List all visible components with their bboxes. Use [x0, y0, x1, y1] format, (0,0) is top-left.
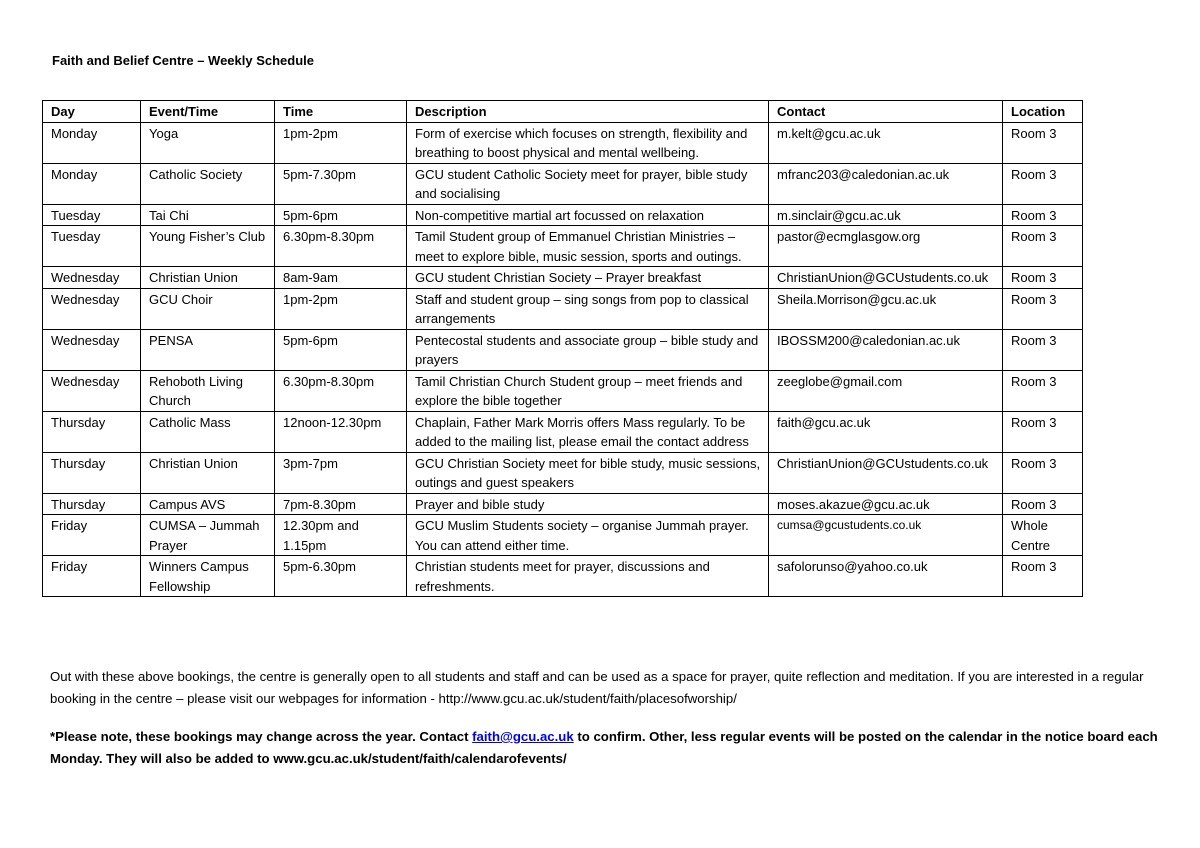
- table-row: [43, 515, 1083, 556]
- header-contact: Contact: [769, 101, 1003, 123]
- cell-time: 5pm-6.30pm: [275, 556, 407, 597]
- cell-contact: pastor@ecmglasgow.org: [769, 226, 1003, 267]
- table-row: [43, 288, 1083, 329]
- cell-time: 1pm-2pm: [275, 288, 407, 329]
- cell-time: 6.30pm-8.30pm: [275, 370, 407, 411]
- cell-event: Yoga: [141, 122, 275, 163]
- table-row: [43, 122, 1083, 163]
- info-paragraph: Out with these above bookings, the centre is generally open to all students and staff and can be used as a space for prayer, quite reflection and meditation. If you are interested in a regular booking in the centre – please visit our webpages for information - http://www.gcu.ac.uk/student/faith/placesofworship/: [50, 669, 1144, 706]
- cell-day: Wednesday: [43, 370, 141, 411]
- table-row: [43, 370, 1083, 411]
- cell-time: 7pm-8.30pm: [275, 493, 407, 515]
- cell-contact: m.kelt@gcu.ac.uk: [769, 122, 1003, 163]
- cell-description: Tamil Student group of Emmanuel Christian Ministries – meet to explore bible, music session, sports and outings.: [407, 226, 769, 267]
- cell-event: Christian Union: [141, 452, 275, 493]
- cell-location: Room 3: [1003, 267, 1083, 289]
- header-time: Time: [275, 101, 407, 123]
- cell-contact: moses.akazue@gcu.ac.uk: [769, 493, 1003, 515]
- note-text-after: to confirm. Other, less regular events will be posted on the calendar in the notice board each Monday. They will also be added to www.gcu.ac.uk/student/faith/calendarofevents/: [50, 729, 1158, 766]
- cell-description: Christian students meet for prayer, discussions and refreshments.: [407, 556, 769, 597]
- cell-day: Wednesday: [43, 329, 141, 370]
- table-row: [43, 267, 1083, 289]
- cell-time: 5pm-6pm: [275, 329, 407, 370]
- cell-contact: faith@gcu.ac.uk: [769, 411, 1003, 452]
- cell-description: Staff and student group – sing songs from pop to classical arrangements: [407, 288, 769, 329]
- table-row: [43, 556, 1083, 597]
- note-text-before: *Please note, these bookings may change across the year. Contact: [50, 729, 473, 744]
- cell-day: Thursday: [43, 411, 141, 452]
- faith-email-link[interactable]: faith@gcu.ac.uk: [472, 729, 574, 744]
- cell-event: Rehoboth Living Church: [141, 370, 275, 411]
- cell-description: GCU Muslim Students society – organise Jummah prayer. You can attend either time.: [407, 515, 769, 556]
- cell-location: Room 3: [1003, 122, 1083, 163]
- cell-contact: ChristianUnion@GCUstudents.co.uk: [769, 452, 1003, 493]
- cell-day: Wednesday: [43, 288, 141, 329]
- cell-location: Room 3: [1003, 226, 1083, 267]
- schedule-table: [42, 100, 1083, 597]
- cell-description: Prayer and bible study: [407, 493, 769, 515]
- cell-description: GCU student Catholic Society meet for prayer, bible study and socialising: [407, 163, 769, 204]
- table-row: [43, 452, 1083, 493]
- cell-day: Friday: [43, 556, 141, 597]
- cell-location: Room 3: [1003, 329, 1083, 370]
- cell-day: Tuesday: [43, 226, 141, 267]
- table-row: [43, 493, 1083, 515]
- cell-contact: IBOSSM200@caledonian.ac.uk: [769, 329, 1003, 370]
- cell-day: Friday: [43, 515, 141, 556]
- cell-day: Wednesday: [43, 267, 141, 289]
- cell-event: Catholic Mass: [141, 411, 275, 452]
- cell-event: Campus AVS: [141, 493, 275, 515]
- cell-location: Room 3: [1003, 411, 1083, 452]
- table-row: [43, 226, 1083, 267]
- cell-contact: m.sinclair@gcu.ac.uk: [769, 204, 1003, 226]
- cell-location: Whole Centre: [1003, 515, 1083, 556]
- cell-contact: Sheila.Morrison@gcu.ac.uk: [769, 288, 1003, 329]
- cell-description: GCU Christian Society meet for bible study, music sessions, outings and guest speakers: [407, 452, 769, 493]
- header-day: Day: [43, 101, 141, 123]
- cell-description: Tamil Christian Church Student group – meet friends and explore the bible together: [407, 370, 769, 411]
- header-location: Location: [1003, 101, 1083, 123]
- table-row: [43, 411, 1083, 452]
- cell-location: Room 3: [1003, 493, 1083, 515]
- cell-day: Monday: [43, 163, 141, 204]
- cell-contact: cumsa@gcustudents.co.uk: [769, 515, 1003, 556]
- cell-day: Thursday: [43, 493, 141, 515]
- cell-event: Young Fisher’s Club: [141, 226, 275, 267]
- cell-location: Room 3: [1003, 204, 1083, 226]
- cell-event: Tai Chi: [141, 204, 275, 226]
- cell-contact: mfranc203@caledonian.ac.uk: [769, 163, 1003, 204]
- cell-location: Room 3: [1003, 288, 1083, 329]
- cell-contact: ChristianUnion@GCUstudents.co.uk: [769, 267, 1003, 289]
- cell-contact: safolorunso@yahoo.co.uk: [769, 556, 1003, 597]
- cell-time: 6.30pm-8.30pm: [275, 226, 407, 267]
- cell-description: Pentecostal students and associate group – bible study and prayers: [407, 329, 769, 370]
- cell-description: Non-competitive martial art focussed on relaxation: [407, 204, 769, 226]
- note-paragraph: [50, 726, 1160, 769]
- cell-description: Form of exercise which focuses on strength, flexibility and breathing to boost physical and mental wellbeing.: [407, 122, 769, 163]
- cell-time: 1pm-2pm: [275, 122, 407, 163]
- cell-time: 5pm-6pm: [275, 204, 407, 226]
- cell-description: Chaplain, Father Mark Morris offers Mass regularly. To be added to the mailing list, please email the contact address: [407, 411, 769, 452]
- cell-description: GCU student Christian Society – Prayer breakfast: [407, 267, 769, 289]
- cell-event: CUMSA – Jummah Prayer: [141, 515, 275, 556]
- cell-time: 3pm-7pm: [275, 452, 407, 493]
- cell-location: Room 3: [1003, 163, 1083, 204]
- cell-event: GCU Choir: [141, 288, 275, 329]
- cell-time: 8am-9am: [275, 267, 407, 289]
- table-row: [43, 163, 1083, 204]
- cell-contact: zeeglobe@gmail.com: [769, 370, 1003, 411]
- cell-time: 12.30pm and 1.15pm: [275, 515, 407, 556]
- table-row: [43, 204, 1083, 226]
- table-row: [43, 329, 1083, 370]
- cell-location: Room 3: [1003, 452, 1083, 493]
- table-header-row: [43, 101, 1083, 123]
- cell-day: Monday: [43, 122, 141, 163]
- header-description: Description: [407, 101, 769, 123]
- cell-event: Catholic Society: [141, 163, 275, 204]
- cell-time: 5pm-7.30pm: [275, 163, 407, 204]
- cell-time: 12noon-12.30pm: [275, 411, 407, 452]
- cell-event: Winners Campus Fellowship: [141, 556, 275, 597]
- cell-event: PENSA: [141, 329, 275, 370]
- cell-day: Tuesday: [43, 204, 141, 226]
- header-event: Event/Time: [141, 101, 275, 123]
- cell-location: Room 3: [1003, 370, 1083, 411]
- cell-day: Thursday: [43, 452, 141, 493]
- cell-event: Christian Union: [141, 267, 275, 289]
- cell-location: Room 3: [1003, 556, 1083, 597]
- page-title: Faith and Belief Centre – Weekly Schedule: [52, 53, 315, 68]
